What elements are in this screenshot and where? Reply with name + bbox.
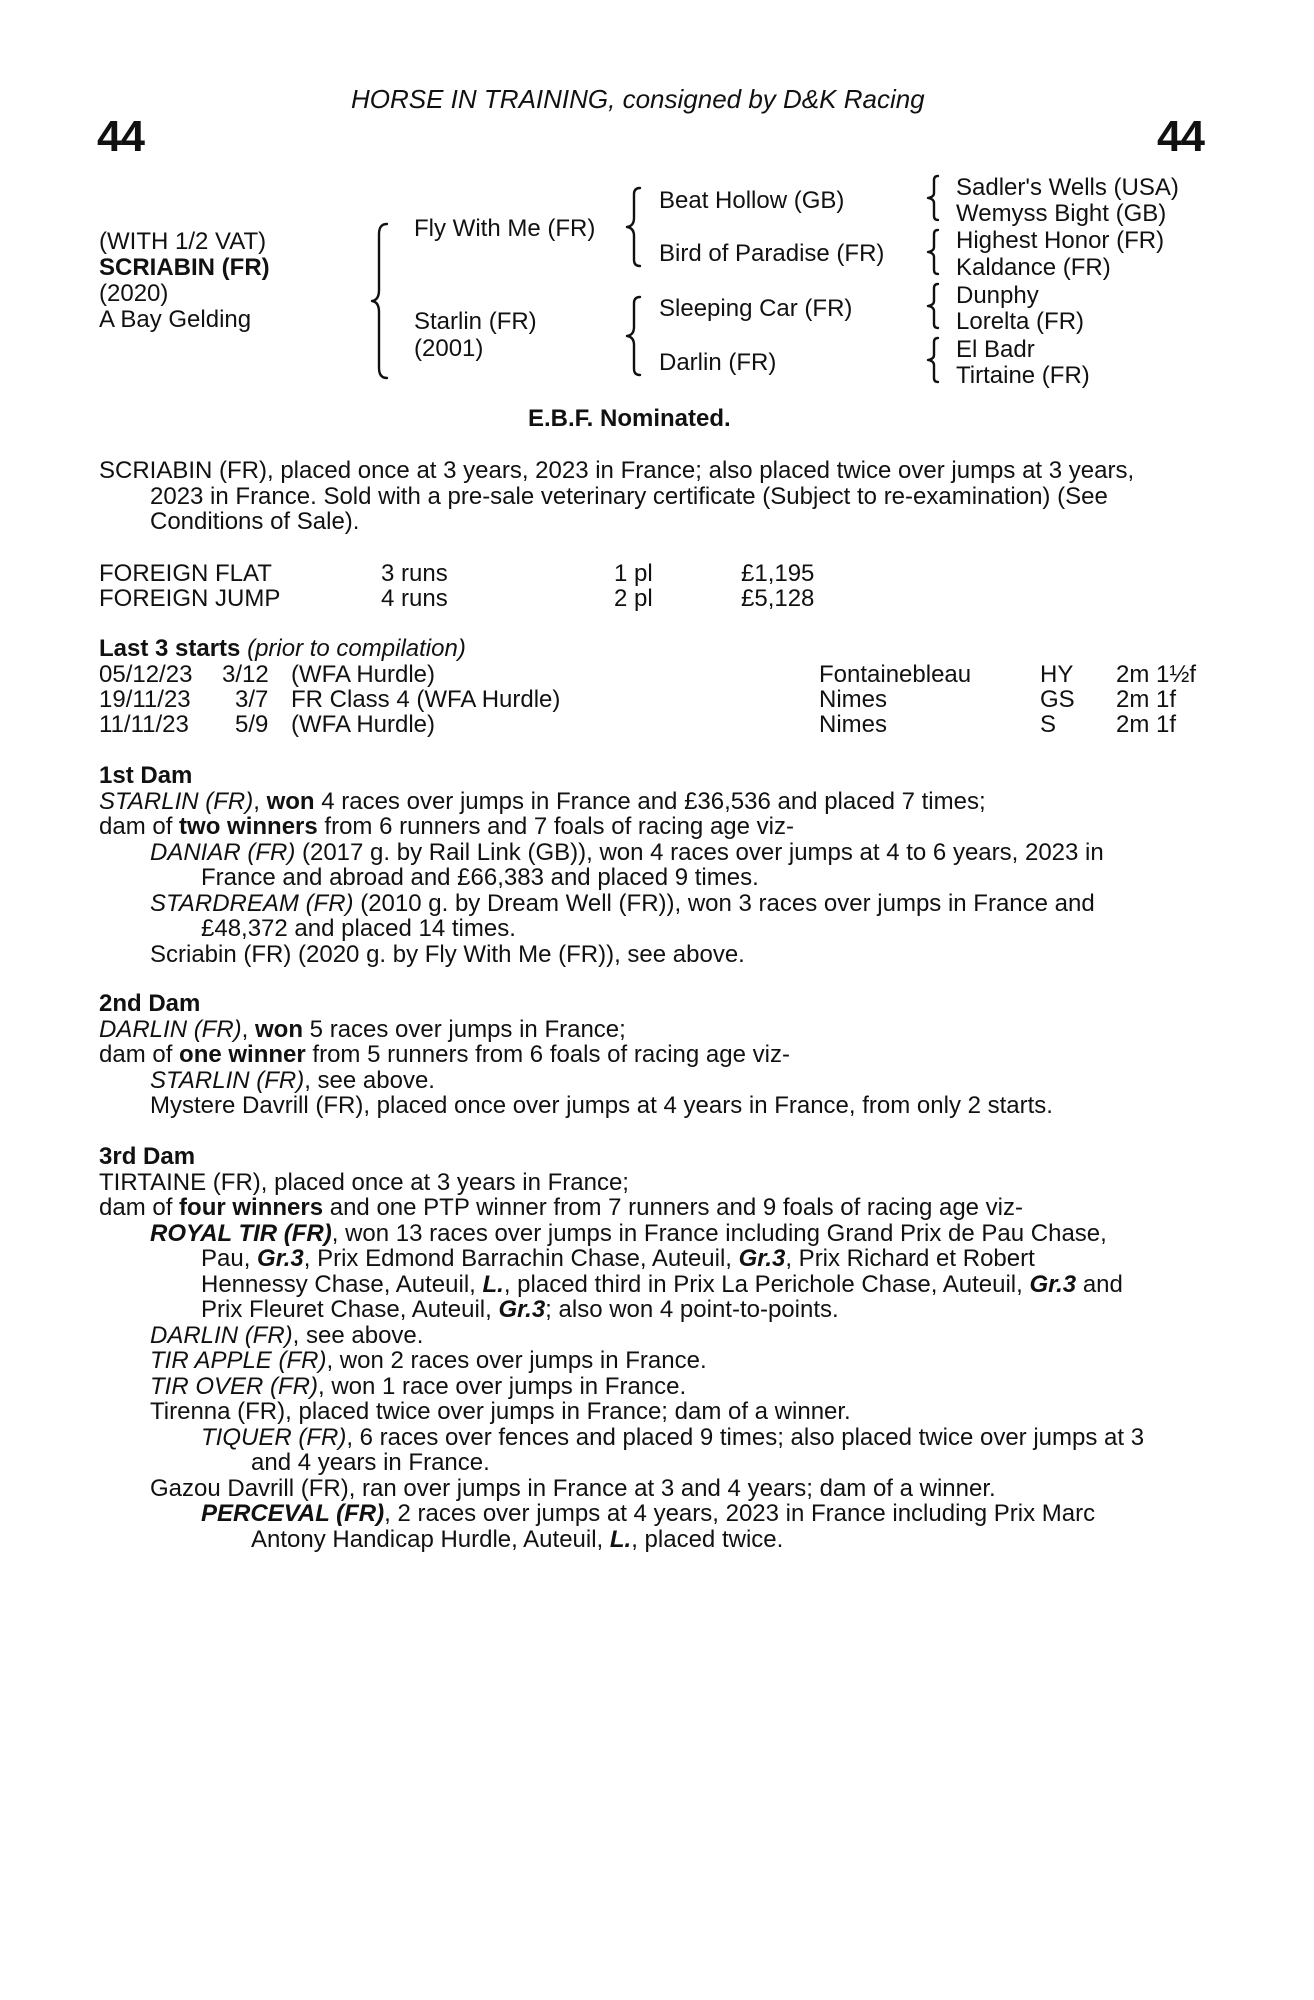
progeny-line [99,1246,1201,1272]
summary-line: 2023 in France. Sold with a pre-sale veterinary certificate (Subject to re-examination) (See [150,482,1108,510]
progeny-line [99,1527,1201,1553]
pedigree-bracket-g1 [926,174,942,222]
progeny-text: , Prix Edmond Barrachin Chase, Auteuil, [303,1245,739,1272]
pedigree-g3-8: Tirtaine (FR) [956,362,1090,389]
page-title: HORSE IN TRAINING, consigned by D&K Racing [351,84,925,114]
progeny-line [99,1374,1201,1400]
pedigree-bracket-dam [626,295,644,379]
start-going: S [1040,711,1057,738]
third-dam-section [99,1144,1201,1552]
dam-line [99,814,1201,840]
dam-text: from 6 runners and 7 foals of racing age viz- [317,813,794,840]
last-starts-note: (prior to compilation) [247,635,466,662]
dam-line: STARLIN (FR), won 4 races over jumps in France and £36,536 and placed 7 times; [99,787,986,815]
dam-text: 4 races over jumps in France and £36,536 and placed 7 times; [314,787,986,815]
pedigree-sire-dam: Bird of Paradise (FR) [659,240,885,267]
horse-name: SCRIABIN (FR) [99,254,270,281]
record-runs: 4 runs [381,585,448,612]
section-heading: 3rd Dam [99,1143,196,1170]
dam-line [99,1042,1201,1068]
progeny-text: and [1076,1270,1123,1298]
pedigree-dam-sire: Sleeping Car (FR) [659,295,853,322]
section-heading: 2nd Dam [99,990,201,1017]
pedigree-bracket-g2 [926,228,942,276]
grade-badge: Gr.3 [738,1245,786,1272]
progeny-line: £48,372 and placed 14 times. [201,915,516,942]
pedigree-g3-3: Highest Honor (FR) [956,227,1165,254]
progeny-line: France and abroad and £66,383 and placed 9 times. [201,864,759,891]
dam-text: dam of [99,1194,180,1221]
summary-paragraph [99,458,1201,535]
start-race: (WFA Hurdle) [291,661,436,688]
progeny-line: and 4 years in France. [251,1449,490,1476]
horse-name: DARLIN (FR) [150,1321,293,1349]
horse-name: TIR OVER (FR) [150,1372,318,1400]
horse-name: PERCEVAL (FR) [201,1500,385,1527]
dam-line: TIRTAINE (FR), placed once at 3 years in France; [99,1168,629,1196]
progeny-text: Pau, [201,1245,258,1272]
winners-count: one winner [179,1041,306,1068]
pedigree-sire: Fly With Me (FR) [414,215,596,242]
start-date: 11/11/23 [99,711,189,738]
dam-text: dam of [99,813,180,840]
start-distance: 2m 1f [1116,711,1177,738]
grade-badge: Gr.3 [1029,1270,1077,1298]
start-going: GS [1040,686,1075,713]
start-course: Fontainebleau [819,661,972,688]
pedigree-sire-sire: Beat Hollow (GB) [659,187,845,214]
winners-count: two winners [179,813,318,840]
progeny-text: , placed twice. [631,1525,784,1553]
pedigree-g3-4: Kaldance (FR) [956,254,1111,281]
progeny-text: Hennessy Chase, Auteuil, [201,1270,483,1298]
progeny-line [99,1348,1201,1374]
pedigree-g3-1: Sadler's Wells (USA) [956,174,1179,201]
record-placed: 2 pl [614,585,653,612]
progeny-line [99,1501,1201,1527]
progeny-line [99,891,1201,917]
progeny-line [99,1425,1201,1451]
horse-name: DANIAR (FR) [150,838,296,866]
dam-text: from 5 runners from 6 foals of racing age viz- [305,1041,790,1068]
horse-name: TIQUER (FR) [201,1423,347,1451]
dam-text: 5 races over jumps in France; [303,1015,626,1043]
horse-name: ROYAL TIR (FR) [150,1219,332,1247]
progeny-line [99,840,1201,866]
pedigree-bracket-main [371,222,391,382]
dam-line: DARLIN (FR), won 5 races over jumps in France; [99,1015,626,1043]
progeny-text: , 6 races over fences and placed 9 times; also placed twice over jumps at 3 [346,1423,1145,1451]
grade-badge: Gr.3 [498,1296,546,1323]
progeny-text: ; also won 4 point-to-points. [545,1296,839,1323]
pedigree-g3-6: Lorelta (FR) [956,308,1085,335]
progeny-text: Antony Handicap Hurdle, Auteuil, [251,1525,610,1553]
last-starts-title: Last 3 starts [99,635,241,662]
winners-count: four winners [179,1194,324,1221]
progeny-line [99,1068,1201,1094]
start-course: Nimes [819,711,888,738]
dam-text: and one PTP winner from 7 runners and 9 foals of racing age viz- [323,1194,1023,1221]
progeny-text: (2010 g. by Dream Well (FR)), won 3 races over jumps in France and [353,889,1095,917]
progeny-text: , won 13 races over jumps in France including Grand Prix de Pau Chase, [331,1219,1107,1247]
pedigree-dam-year: (2001) [414,335,484,362]
listed-badge: L. [609,1525,632,1553]
horse-year: (2020) [99,280,169,307]
last-starts-heading [99,636,466,662]
progeny-text: , placed third in Prix La Perichole Chase, Auteuil, [503,1270,1030,1298]
record-label: FOREIGN FLAT [99,560,272,587]
horse-description: A Bay Gelding [99,306,252,333]
progeny-line [99,1221,1201,1247]
won-label: won [255,1015,304,1043]
progeny-text: , won 2 races over jumps in France. [326,1347,707,1374]
record-runs: 3 runs [381,560,448,587]
start-race: FR Class 4 (WFA Hurdle) [291,686,561,713]
progeny-text: , see above. [304,1066,435,1094]
summary-line: Conditions of Sale). [150,508,360,535]
start-position: 5/9 [235,711,269,738]
ebf-nomination: E.B.F. Nominated. [528,405,731,432]
horse-name: DARLIN (FR) [99,1015,242,1043]
vat-note: (WITH 1/2 VAT) [99,228,267,255]
horse-name: STARDREAM (FR) [150,889,354,917]
start-race: (WFA Hurdle) [291,711,436,738]
progeny-line [99,1297,1201,1323]
pedigree-bracket-g4 [926,336,942,384]
horse-name: STARLIN (FR) [99,787,254,815]
progeny-line: Mystere Davrill (FR), placed once over jumps at 4 years in France, from only 2 starts. [150,1092,1053,1119]
start-distance: 2m 1f [1116,686,1177,713]
progeny-line: Scriabin (FR) (2020 g. by Fly With Me (FR)), see above. [150,940,745,968]
progeny-line: Gazou Davrill (FR), ran over jumps in France at 3 and 4 years; dam of a winner. [150,1474,996,1502]
pedigree-dam: Starlin (FR) [414,308,537,335]
pedigree-bracket-sire [626,186,644,270]
record-placed: 1 pl [614,560,653,587]
start-position: 3/7 [235,686,269,713]
start-going: HY [1040,661,1074,688]
progeny-text: Prix Fleuret Chase, Auteuil, [201,1296,499,1323]
progeny-text: , won 1 race over jumps in France. [318,1372,687,1400]
first-dam-section [99,763,1201,967]
dam-text: dam of [99,1041,180,1068]
pedigree-g3-7: El Badr [956,336,1035,363]
dam-line [99,1195,1201,1221]
horse-name: STARLIN (FR) [150,1066,305,1094]
pedigree-g3-5: Dunphy [956,282,1039,309]
horse-name: TIR APPLE (FR) [150,1347,327,1374]
section-heading: 1st Dam [99,762,193,789]
start-distance: 2m 1½f [1116,661,1197,688]
progeny-line [99,1272,1201,1298]
start-position: 3/12 [222,661,269,688]
second-dam-section [99,991,1201,1119]
lot-number-right: 44 [1157,112,1204,161]
start-date: 05/12/23 [99,661,193,688]
start-course: Nimes [819,686,888,713]
progeny-text: , see above. [292,1321,424,1349]
start-date: 19/11/23 [99,686,191,713]
progeny-line: Tirenna (FR), placed twice over jumps in France; dam of a winner. [150,1398,851,1425]
won-label: won [266,787,315,815]
record-prize: £5,128 [741,585,815,612]
lot-number-left: 44 [97,112,144,161]
progeny-text: (2017 g. by Rail Link (GB)), won 4 races over jumps at 4 to 6 years, 2023 in [295,838,1104,866]
pedigree-g3-2: Wemyss Bight (GB) [956,200,1167,227]
summary-line: SCRIABIN (FR), placed once at 3 years, 2023 in France; also placed twice over jumps at 3 years, [99,457,1135,484]
progeny-text: , Prix Richard et Robert [785,1245,1035,1272]
pedigree-dam-dam: Darlin (FR) [659,349,777,376]
listed-badge: L. [482,1270,504,1298]
record-prize: £1,195 [741,560,815,587]
pedigree-bracket-g3 [926,282,942,330]
progeny-line [99,1323,1201,1349]
record-label: FOREIGN JUMP [99,585,281,612]
progeny-text: , 2 races over jumps at 4 years, 2023 in France including Prix Marc [384,1500,1096,1527]
grade-badge: Gr.3 [257,1245,304,1272]
